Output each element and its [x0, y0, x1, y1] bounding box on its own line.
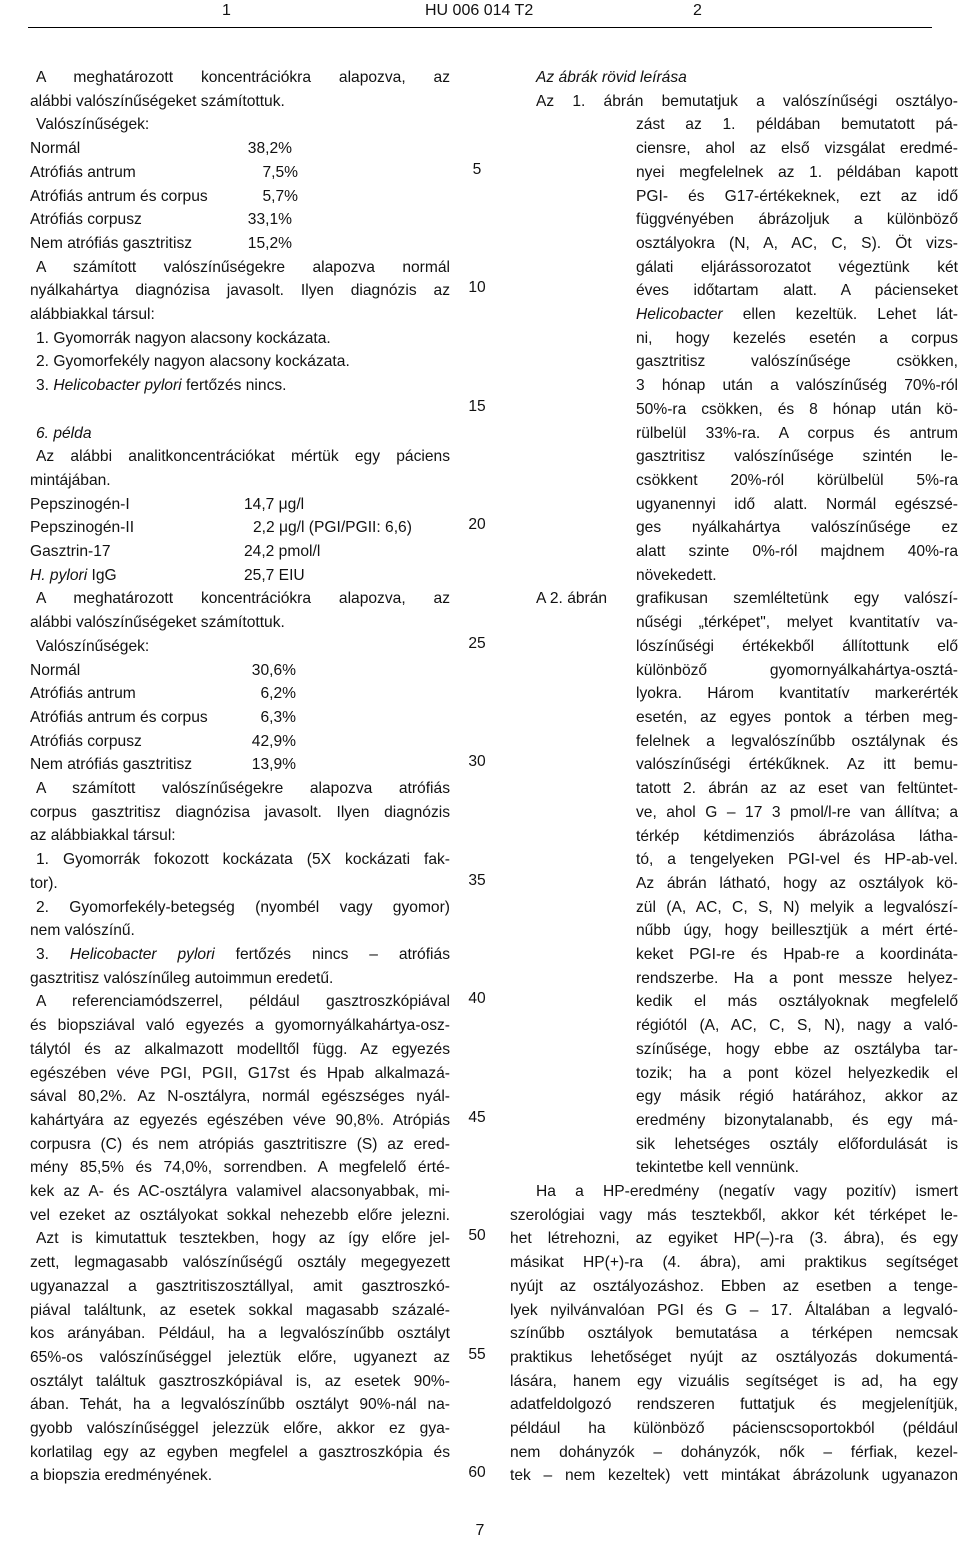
list-item: nem valószínű.	[30, 922, 135, 940]
paragraph-line: lószínűségi értékekből állítottunk elő	[636, 637, 958, 655]
paragraph-line: éves időtartam alatt. A pácienseket	[636, 282, 958, 300]
paragraph-line: 50%-ra csökken, és 8 hónap után kö-	[636, 400, 958, 418]
paragraph-line: ugyanennyi idő alatt. Normál egészsé-	[636, 495, 958, 513]
paragraph-line: A referenciamódszerrel, például gasztroszkópiával	[36, 993, 450, 1011]
paragraph-line: kek az A- és AC-osztályra valamivel alacsonyabbak, mi-	[30, 1183, 450, 1201]
class-value: 38,2%	[247, 140, 292, 158]
paragraph-line: A számított valószínűségekre alapozva atrófiás	[36, 780, 450, 798]
paragraph-line: esetén, az egyes pontok a térben meg-	[636, 708, 958, 726]
example-title: 6. példa	[36, 424, 92, 442]
paragraph-line: ciensre, ahol az első vizsgálat eredmé-	[636, 140, 958, 158]
line-number: 35	[468, 872, 486, 889]
paragraph-line: gálati eljárássorozatot végeztünk két	[636, 258, 958, 276]
species-name: Helicobacter pylori	[53, 377, 182, 395]
paragraph-line: kedik el más osztályoknak megfelelő	[636, 993, 958, 1011]
paragraph-line: csökkent 20%-ról körülbelül 5%-ra	[636, 471, 958, 489]
analyte-value: 24,2 pmol/l	[244, 543, 321, 561]
paragraph-line: tó, a tengelyeken PGI-vel és HP-ab-vel.	[636, 851, 958, 869]
paragraph-line: sával 80,2%. Az N-osztályra, normál egészséges nyál-	[30, 1088, 450, 1106]
figure-1-description	[536, 113, 958, 587]
header-rule	[28, 27, 932, 28]
paragraph-line: alábbi valószínűségeket számítottuk.	[30, 92, 285, 110]
paragraph-line: tálytól és az alkalmazott modelltől függ. Az egyezés	[30, 1040, 450, 1058]
paragraph-line: valószínűségi értékűknek. Az itt bemu-	[636, 756, 958, 774]
paragraph-line: zett, legmagasabb valószínűségű osztály megegyezett	[30, 1254, 450, 1272]
list-item: 2. Gyomorfekély-betegség (nyombél vagy gyomor)	[36, 898, 450, 916]
paragraph-line: het létrehozni, az egyiket HP(–)-ra (3. ábra), és egy	[510, 1230, 958, 1248]
class-value: 6,2%	[260, 685, 296, 703]
line-number: 5	[472, 161, 482, 178]
paragraph-line: alábbiakkal társul:	[30, 306, 155, 324]
probability-row	[30, 161, 450, 185]
list-item: 1. Gyomorrák nagyon alacsony kockázata.	[36, 329, 331, 347]
probability-row	[30, 659, 450, 683]
line-number: 45	[468, 1109, 486, 1126]
paragraph-line: ugyanazzal a gasztritiszosztállyal, amit gasztroszkó-	[30, 1277, 450, 1295]
paragraph-line: például ha különböző pácienscsoportokból (például	[510, 1420, 958, 1438]
line-number: 40	[468, 990, 486, 1007]
measurement-row	[30, 540, 450, 564]
paragraph-line: tozik; ha a pont közel helyezkedik el	[636, 1064, 958, 1082]
species-name: Helicobacter pylori	[69, 946, 215, 963]
footer-page-number: 7	[475, 1522, 485, 1539]
list-item: 2. Gyomorfekély nagyon alacsony kockázata.	[36, 353, 350, 371]
analyte-name: Gasztrin-17	[30, 543, 111, 561]
paragraph-line: eredmény bizonytalanabb, és egy má-	[636, 1111, 958, 1129]
analyte-value: 2,2 μg/l (PGI/PGII: 6,6)	[253, 519, 412, 537]
paragraph-line: praktikus lehetőséget nyújt az osztályozás dokumentá-	[510, 1348, 958, 1366]
measurement-row	[30, 516, 450, 540]
paragraph-line: piával találtunk, az esetek sokkal magasabb százalé-	[30, 1301, 450, 1319]
paragraph-line: osztályokra (N, A, AC, C, S). Öt vizs-	[636, 234, 958, 252]
page-number-left: 1	[222, 2, 231, 19]
class-value: 6,3%	[260, 708, 296, 726]
paragraph-line: A meghatározott koncentrációkra alapozva, az	[36, 69, 450, 86]
class-name: Atrófiás antrum és corpus	[30, 187, 208, 205]
measurement-row	[30, 564, 450, 588]
paragraph-line: tatott 2. ábrán az az eset van feltüntet-	[636, 780, 958, 798]
line-number: 30	[468, 753, 486, 770]
analyte-name: H. pylori IgG	[30, 566, 117, 584]
paragraph-line: tekintetbe kell vennünk.	[636, 1159, 799, 1177]
right-column	[510, 66, 958, 1488]
line-number: 50	[468, 1227, 486, 1244]
probability-row	[30, 137, 450, 161]
class-name: Normál	[30, 661, 81, 679]
paragraph-line: vel ezeket az osztályokat sokkal nehezebb előre jelezni.	[30, 1206, 450, 1224]
probability-row	[30, 706, 450, 730]
paragraph-line: szerológiai vagy más tesztekből, akkor két térképet le-	[510, 1206, 958, 1224]
paragraph-line: Azt is kimutattuk tesztekben, hogy az így előre jel-	[36, 1230, 450, 1248]
class-name: Atrófiás antrum	[30, 685, 136, 703]
line-number: 15	[468, 398, 486, 415]
figure-2-description	[536, 587, 958, 1180]
list-item: tor).	[30, 874, 58, 892]
paragraph-line: másikat HP(+)-ra (4. ábra), ami praktikus segítséget	[510, 1254, 958, 1272]
class-name: Atrófiás antrum és corpus	[30, 708, 208, 726]
figure-label: Az 1. ábrán	[536, 92, 644, 110]
paragraph-line: alábbi valószínűségeket számítottuk.	[30, 614, 285, 632]
probability-row	[30, 730, 450, 754]
line-number: 25	[468, 635, 486, 652]
paragraph-line: színűbb osztályok bemutatása a térképen nemcsak	[510, 1325, 958, 1343]
paragraph-line: A számított valószínűségekre alapozva normál	[36, 258, 450, 276]
probability-row	[30, 185, 450, 209]
measurement-row	[30, 493, 450, 517]
paragraph-line: régiótól (A, AC, C, S, N), nagy a való-	[636, 1017, 958, 1035]
paragraph-line: ges nyálkahártya valószínűsége ez	[636, 519, 958, 537]
document-id: HU 006 014 T2	[425, 2, 534, 19]
paragraph-line: rülbelül 33%-ra. A corpus és antrum	[636, 424, 958, 442]
probability-row	[30, 682, 450, 706]
page-number-right: 2	[693, 2, 702, 19]
paragraph-line: lyek nyilvánvalóan PGI és G – 17. Általában a legvaló-	[510, 1301, 958, 1319]
probabilities-title: Valószínűségek:	[36, 116, 150, 134]
paragraph-line: gyobb valószínűséggel jelezzük előre, akkor ez gya-	[30, 1420, 450, 1438]
line-number: 10	[468, 279, 486, 296]
paragraph-line: korlatilag egy az egyben megfelel a gasztroszkópia és	[30, 1443, 450, 1461]
paragraph-line: kos arányában. Például, ha a legvalószínűbb osztályt	[30, 1325, 450, 1343]
paragraph-line: nyújt az osztályozáshoz. Ebben az esetben a tenge-	[510, 1277, 958, 1295]
class-name: Atrófiás antrum	[30, 163, 136, 181]
paragraph-line: térkép kétdimenziós ábrázolása látha-	[636, 827, 958, 845]
paragraph-line: corpus gasztritisz diagnózisa javasolt. Ilyen diagnózis	[30, 803, 450, 821]
list-item: 3. Helicobacter pylori fertőzés nincs – atrófiás	[36, 946, 450, 963]
list-item: 3. Helicobacter pylori fertőzés nincs.	[36, 377, 287, 395]
line-number: 60	[468, 1464, 486, 1481]
paragraph-line: zül (A, AC, C, S, N) melyik a legvalószí-	[636, 898, 958, 916]
paragraph-line: színűsége, hogy ebbe az osztályba tar-	[636, 1040, 958, 1058]
analyte-name: Pepszinogén-I	[30, 495, 130, 513]
figure-label: A 2. ábrán	[536, 590, 608, 608]
paragraph-line: PGI- és G17-értékeknek, ezt az idő	[636, 187, 958, 205]
paragraph-line: mintájában.	[30, 471, 111, 489]
paragraph-line: grafikusan szemléltetünk egy valószí-	[636, 590, 958, 608]
paragraph-line: nűbb úgy, hogy beillesztjük a mért érté-	[636, 922, 958, 940]
class-name: Atrófiás corpusz	[30, 211, 142, 229]
paragraph-line: lására, hanem egy vizuális segítséget is ad, ha egy	[510, 1372, 958, 1390]
analyte-name: Pepszinogén-II	[30, 519, 135, 537]
paragraph-line: ve, ahol G – 17 3 pmol/l-re van állítva; a	[636, 803, 958, 821]
paragraph-line: az alábbiakkal társul:	[30, 827, 176, 845]
list-item: gasztritisz valószínűleg autoimmun eredetű.	[30, 969, 334, 987]
class-name: Nem atrófiás gasztritisz	[30, 756, 193, 774]
class-name: Nem atrófiás gasztritisz	[30, 234, 193, 252]
paragraph-line: alatt szinte 0%-ról majdnem 40%-ra	[636, 543, 958, 561]
probability-row	[30, 232, 450, 256]
paragraph-line: tek – nem kezeltek) vett mintákat ábrázolunk ugyanazon	[510, 1467, 958, 1485]
paragraph-line: Az ábrán látható, hogy az osztályok kö-	[636, 874, 958, 892]
paragraph-line: növekedett.	[636, 566, 717, 584]
paragraph-line: Az 1. ábrán bemutatjuk a valószínűségi osztályo-	[536, 92, 958, 110]
paragraph-line: nűségi „térképet", melyet kvantitatív va-	[636, 614, 958, 632]
paragraph-line: ában. Tehát, ha a legvalószínűbb osztályt 90%-nál na-	[30, 1396, 450, 1414]
paragraph-line: adatfeldolgozó rendszeren futtatjuk és megjelenítjük,	[510, 1396, 958, 1414]
paragraph-line: nyei megfelelnek az 1. példában kapott	[636, 163, 958, 181]
paragraph-line: gasztritisz valószínűsége csökken,	[636, 353, 958, 371]
paragraph-line: zást az 1. példában bemutatott pá-	[636, 116, 958, 134]
section-heading: Az ábrák rövid leírása	[536, 69, 687, 86]
probability-row	[30, 753, 450, 777]
analyte-value: 25,7 EIU	[244, 566, 305, 584]
paragraph-line: egészében véve PGI, PGII, G17st és Hpab alkalmazá-	[30, 1064, 450, 1082]
paragraph-line: Az alábbi analitkoncentrációkat mértük egy páciens	[36, 448, 450, 466]
paragraph-line: Ha a HP-eredmény (negatív vagy pozitív) ismert	[536, 1183, 958, 1201]
class-name: Atrófiás corpusz	[30, 732, 142, 750]
paragraph-line: mény 85,5% és 74,0%, sorrendben. A megfelelő érté-	[30, 1159, 450, 1177]
left-column	[30, 66, 450, 1488]
paragraph-line: keket PGI-re és Hpab-re a koordináta-	[636, 946, 958, 964]
line-number: 20	[468, 516, 486, 533]
paragraph-line: felelnek a legvalószínűbb osztálynak és	[636, 732, 958, 750]
probability-row	[30, 208, 450, 232]
paragraph-line: sik lehetséges osztály előfordulását is	[636, 1135, 958, 1153]
class-value: 7,5%	[262, 163, 298, 181]
paragraph-line: A meghatározott koncentrációkra alapozva, az	[36, 590, 450, 608]
class-value: 13,9%	[251, 756, 296, 774]
paragraph-line: különböző gyomornyálkahártya-osztá-	[636, 661, 958, 679]
paragraph-line: gasztritisz valószínűsége szintén le-	[636, 448, 958, 466]
paragraph-line: Helicobacter ellen kezeltük. Lehet lát-	[636, 306, 958, 324]
probabilities-title: Valószínűségek:	[36, 637, 150, 655]
class-value: 30,6%	[251, 661, 296, 679]
class-value: 5,7%	[262, 187, 298, 205]
paragraph-line: 65%-os valószínűséggel jeleztük előre, ugyanezt az	[30, 1348, 450, 1366]
line-number: 55	[468, 1346, 486, 1363]
class-name: Normál	[30, 140, 81, 158]
class-value: 42,9%	[251, 732, 296, 750]
paragraph-line: kahártyára az egyezés egészében véve 90,8%. Atrópiás	[30, 1111, 450, 1129]
paragraph-line: ni, hogy kezelés esetén a corpus	[636, 329, 958, 347]
paragraph-line: nem dohányzók – dohányzók, nők – férfiak, kezel-	[510, 1443, 958, 1461]
class-value: 15,2%	[247, 234, 292, 252]
paragraph-line: 3 hónap után a valószínűség 70%-ról	[636, 377, 958, 395]
paragraph-line: egy másik régió határához, akkor az	[636, 1088, 958, 1106]
paragraph-line: rendszerbe. Ha a pont messze helyez-	[636, 969, 958, 987]
class-value: 33,1%	[247, 211, 292, 229]
paragraph-line: és biopsziával való egyezés a gyomornyálkahártya-osz-	[30, 1017, 450, 1035]
list-item: 1. Gyomorrák fokozott kockázata (5X kockázati fak-	[36, 851, 450, 869]
paragraph-line: nyálkahártya diagnózisa javasolt. Ilyen diagnózis az	[30, 282, 450, 300]
paragraph-line: osztályt találtuk gasztroszkópiával is, az esetek 90%-	[30, 1372, 450, 1390]
paragraph-line: corpusra (C) és nem atrópiás gasztritiszre (S) az ered-	[30, 1135, 450, 1153]
paragraph-line: függvényében ábrázoljuk a különböző	[636, 211, 958, 229]
paragraph-line: a biopszia eredményének.	[30, 1467, 213, 1485]
analyte-value: 14,7 μg/l	[244, 495, 305, 513]
paragraph-line: lyokra. Három kvantitatív markerérték	[636, 685, 958, 703]
